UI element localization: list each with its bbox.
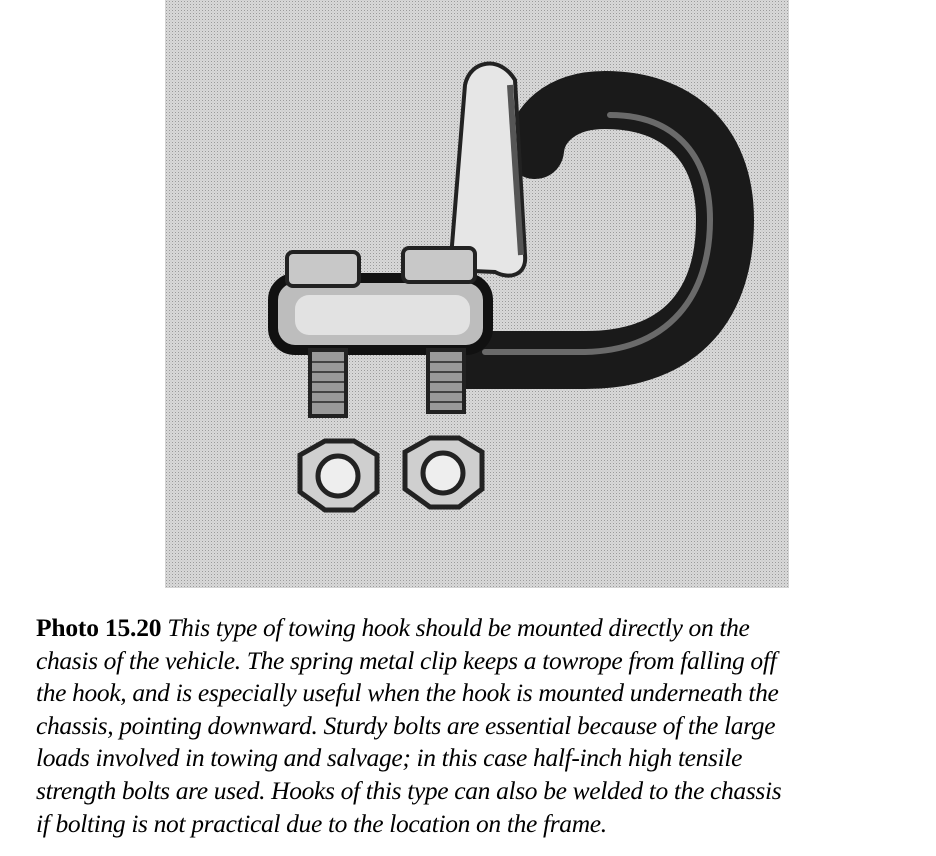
caption-line-6: strength bolts are used. Hooks of this type can also be welded to the chassis [36,775,782,805]
caption-line-5: loads involved in towing and salvage; in this case half-inch high tensile [36,743,743,773]
caption-line-1: Photo 15.20 This type of towing hook should be mounted directly on the [36,613,750,642]
towing-hook-illustration [165,0,789,588]
caption-line-3: the hook, and is especially useful when the hook is mounted underneath the [36,678,779,708]
caption-line-7: if bolting is not practical due to the location on the frame. [36,808,607,838]
caption-line-4: chassis, pointing downward. Sturdy bolts are essential because of the large [36,710,776,740]
bolt-head-right [403,248,475,282]
nut-right-hole [423,453,463,493]
caption-line-2: chasis of the vehicle. The spring metal clip keeps a towrope from falling off [36,645,777,675]
bolt-head-left [287,252,359,286]
photo-label: Photo 15.20 [36,613,162,642]
mounting-plate-face [295,295,470,335]
photo-caption [36,612,896,840]
nut-left-hole [318,456,358,496]
towing-hook-photo [165,0,789,588]
